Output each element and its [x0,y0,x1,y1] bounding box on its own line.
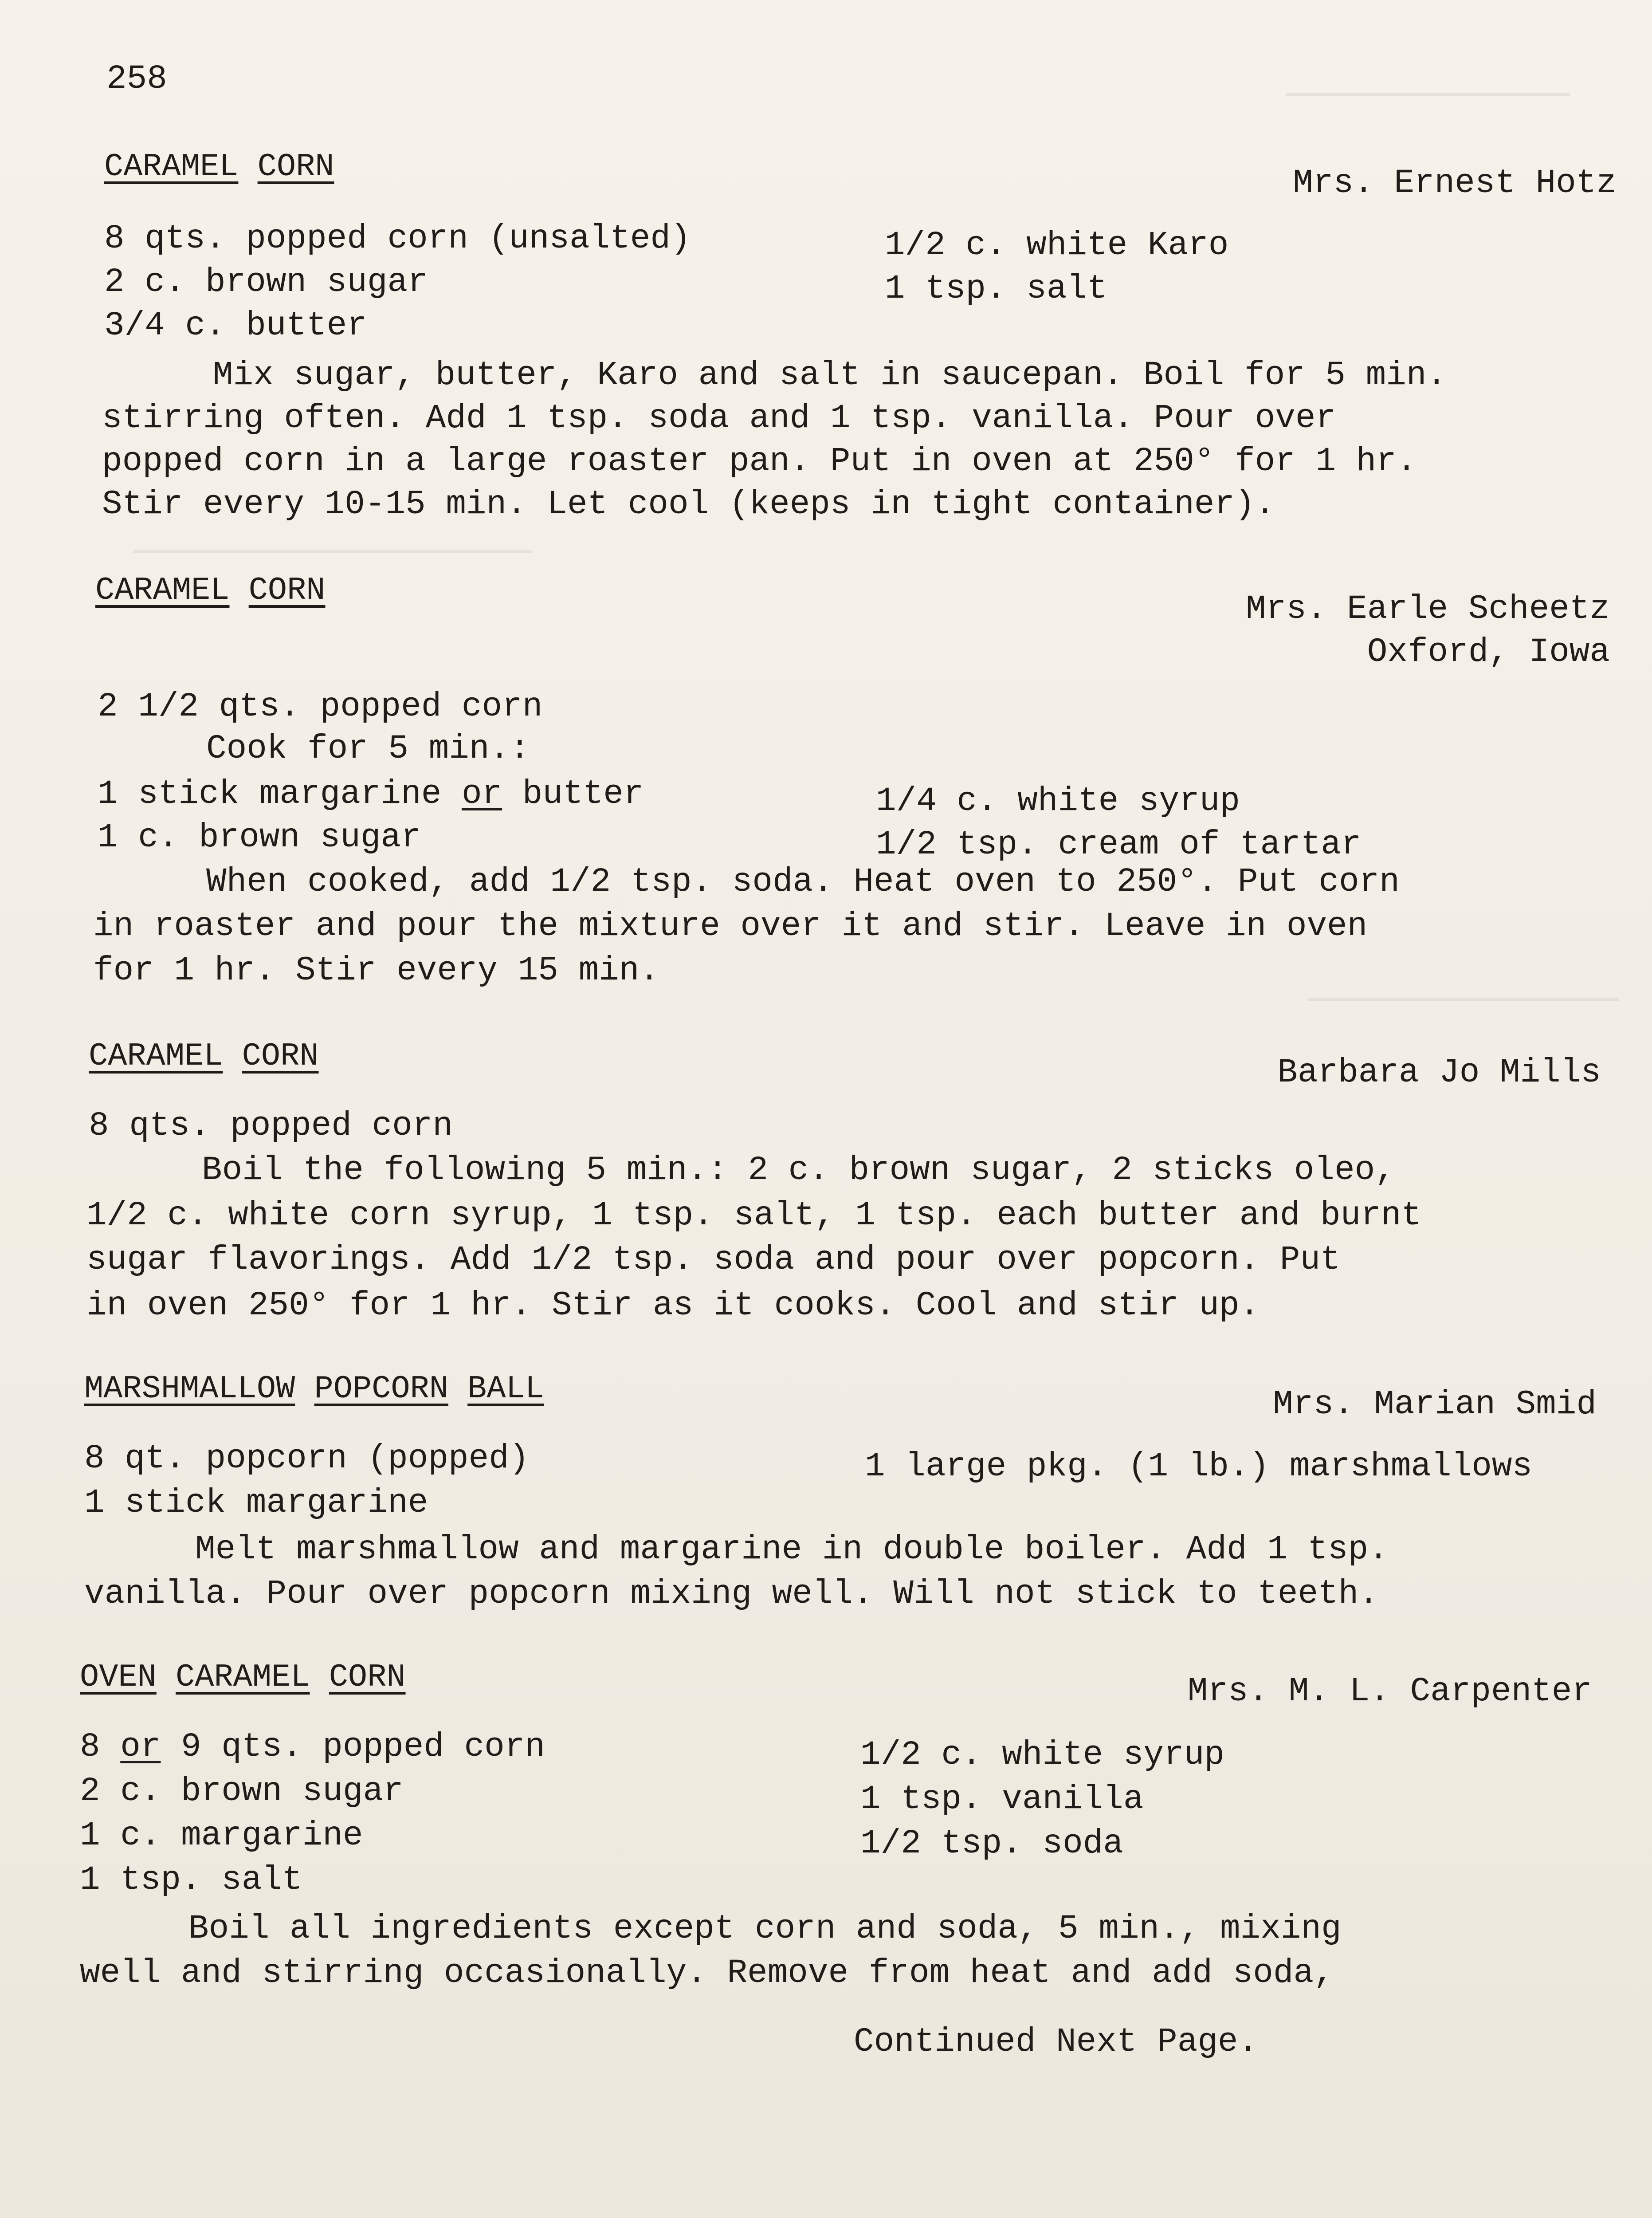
direction-line: Stir every 10-15 min. Let cool (keeps in tight container). [102,485,1275,523]
direction-line: Mix sugar, butter, Karo and salt in saucepan. Boil for 5 min. [213,356,1447,394]
direction-line: in oven 250° for 1 hr. Stir as it cooks. Cool and stir up. [86,1286,1260,1325]
continued-note: Continued Next Page. [854,2023,1259,2061]
ingredient: 2 c. brown sugar [80,1772,404,1810]
recipe-author: Mrs. M. L. Carpenter [1187,1672,1592,1711]
ingredient: 1/2 c. white Karo [885,226,1229,264]
title-word: CARAMEL [104,149,239,185]
bleed-through-mark [133,523,532,553]
title-word: CORN [257,149,334,185]
direction-line: Boil all ingredients except corn and soda, 5 min., mixing [188,1910,1342,1948]
ingredient: 1 tsp. salt [80,1861,302,1899]
ingredient: 8 qt. popcorn (popped) [84,1439,530,1478]
title-word: POPCORN [314,1371,448,1407]
direction-line: well and stirring occasionally. Remove from heat and add soda, [80,1954,1334,1992]
ingredient: 1 c. brown sugar [98,818,421,857]
recipe-author: Mrs. Marian Smid [1273,1385,1597,1424]
title-word: OVEN [80,1659,157,1695]
ingredient: 2 1/2 qts. popped corn [98,688,543,726]
page-number: 258 [106,60,167,98]
direction-line: in roaster and pour the mixture over it and stir. Leave in oven [93,907,1368,945]
ingredient: 1 stick margarine [84,1484,428,1522]
title-word: CORN [329,1659,406,1695]
bleed-through-mark [1286,67,1570,96]
bleed-through-mark [1308,971,1619,1001]
recipe-author: Barbara Jo Mills [1277,1054,1601,1092]
title-word: CORN [248,572,326,609]
direction-line: Melt marshmallow and margarine in double boiler. Add 1 tsp. [195,1530,1389,1569]
ingredient: 1/2 tsp. cream of tartar [876,826,1362,864]
ingredient: 8 qts. popped corn [89,1107,453,1145]
ingredient: 8 qts. popped corn (unsalted) [104,220,691,258]
ingredient: 2 c. brown sugar [104,263,428,301]
recipe-title [84,1373,544,1405]
ingredient: 1 stick margarine or butter [98,775,644,813]
ingredient: 1/4 c. white syrup [876,782,1240,820]
ingredient: 1 tsp. salt [885,270,1107,308]
direction-line: sugar flavorings. Add 1/2 tsp. soda and pour over popcorn. Put [86,1241,1341,1279]
underlined-word: or [120,1728,161,1766]
recipe-title [104,151,334,183]
direction-line: stirring often. Add 1 tsp. soda and 1 tsp. vanilla. Pour over [102,399,1336,437]
recipe-title [80,1661,406,1693]
direction-line: for 1 hr. Stir every 15 min. [93,952,660,990]
ingredient: 1 tsp. vanilla [860,1780,1144,1818]
cook-note: Cook for 5 min.: [206,730,530,768]
recipe-title [89,1040,319,1072]
direction-line: When cooked, add 1/2 tsp. soda. Heat oven to 250°. Put corn [206,863,1400,901]
underlined-word: or [461,775,502,813]
title-word: BALL [467,1371,544,1407]
title-word: CARAMEL [95,572,230,609]
direction-line: vanilla. Pour over popcorn mixing well. Will not stick to teeth. [84,1575,1379,1613]
ingredient: 1 c. margarine [80,1817,363,1855]
recipe-author: Mrs. Ernest Hotz [1293,164,1617,202]
title-word: CARAMEL [176,1659,310,1695]
recipe-title [95,572,326,609]
ingredient: 3/4 c. butter [104,307,367,345]
ingredient: 1/2 c. white syrup [860,1736,1224,1774]
direction-line: Boil the following 5 min.: 2 c. brown sugar, 2 sticks oleo, [202,1151,1395,1189]
title-word: CARAMEL [89,1038,223,1074]
title-word: CORN [242,1038,319,1074]
ingredient: 1/2 tsp. soda [860,1825,1123,1863]
ingredient-part: 9 qts. popped corn [161,1728,545,1766]
ingredient-part: 8 [80,1728,121,1766]
direction-line: popped corn in a large roaster pan. Put in oven at 250° for 1 hr. [102,442,1417,480]
direction-line: 1/2 c. white corn syrup, 1 tsp. salt, 1 tsp. each butter and burnt [86,1196,1422,1235]
recipe-author: Mrs. Earle Scheetz [1246,590,1610,628]
title-word: MARSHMALLOW [84,1371,295,1407]
ingredient: 1 large pkg. (1 lb.) marshmallows [865,1447,1533,1486]
author-location: Oxford, Iowa [1367,633,1610,671]
ingredient [80,1730,545,1764]
